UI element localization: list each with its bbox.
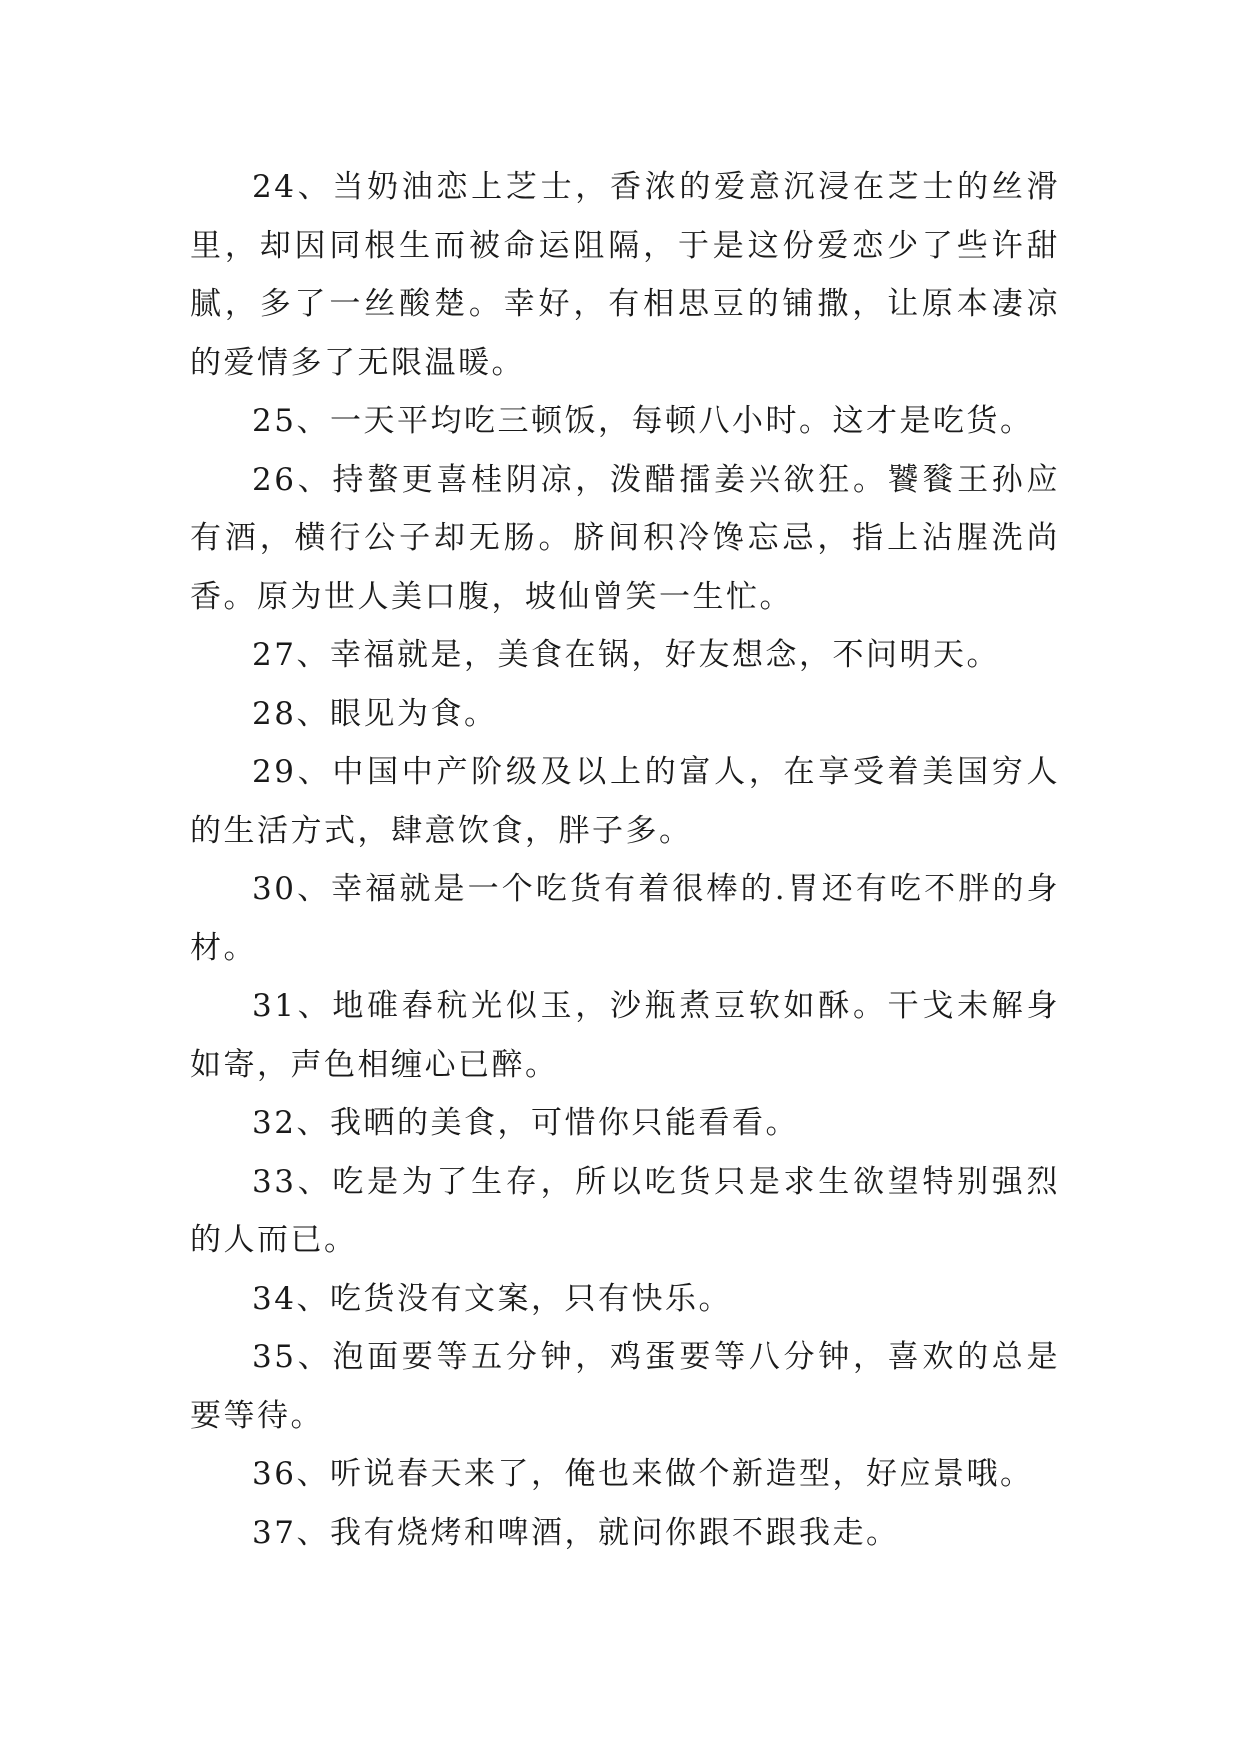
paragraph-25: 25、一天平均吃三顿饭，每顿八小时。这才是吃货。 [252,403,1034,439]
paragraph-33: 33、吃是为了生存，所以吃货只是求生欲望特别强烈的人而已。 [190,1163,1060,1258]
document-body [190,158,1060,1562]
paragraph-32: 32、我晒的美食，可惜你只能看看。 [252,1105,799,1141]
paragraph-30: 30、幸福就是一个吃货有着很棒的.胃还有吃不胖的身材。 [190,871,1060,966]
paragraph-31: 31、地碓舂秔光似玉，沙瓶煮豆软如酥。干戈未解身如寄，声色相缠心已醉。 [190,988,1060,1083]
paragraph-35: 35、泡面要等五分钟，鸡蛋要等八分钟，喜欢的总是要等待。 [190,1339,1060,1434]
paragraph-28: 28、眼见为食。 [252,695,498,732]
paragraph-36: 36、听说春天来了，俺也来做个新造型，好应景哦。 [252,1456,1034,1492]
paragraph-34: 34、吃货没有文案，只有快乐。 [252,1280,732,1317]
paragraph-26: 26、持螯更喜桂阴凉，泼醋擂姜兴欲狂。饕餮王孙应有酒，横行公子却无肠。脐间积冷馋忘忌，指上沾腥洗尚香。原为世人美口腹，坡仙曾笑一生忙。 [190,461,1060,615]
paragraph-37: 37、我有烧烤和啤酒，就问你跟不跟我走。 [252,1514,900,1551]
paragraph-29: 29、中国中产阶级及以上的富人，在享受着美国穷人的生活方式，肆意饮食，胖子多。 [190,754,1060,849]
paragraph-24: 24、当奶油恋上芝士，香浓的爱意沉浸在芝士的丝滑里，却因同根生而被命运阻隔，于是这份爱恋少了些许甜腻，多了一丝酸楚。幸好，有相思豆的铺撒，让原本凄凉的爱情多了无限温暖。 [190,169,1060,381]
paragraph-27: 27、幸福就是，美食在锅，好友想念，不问明天。 [252,637,1000,673]
